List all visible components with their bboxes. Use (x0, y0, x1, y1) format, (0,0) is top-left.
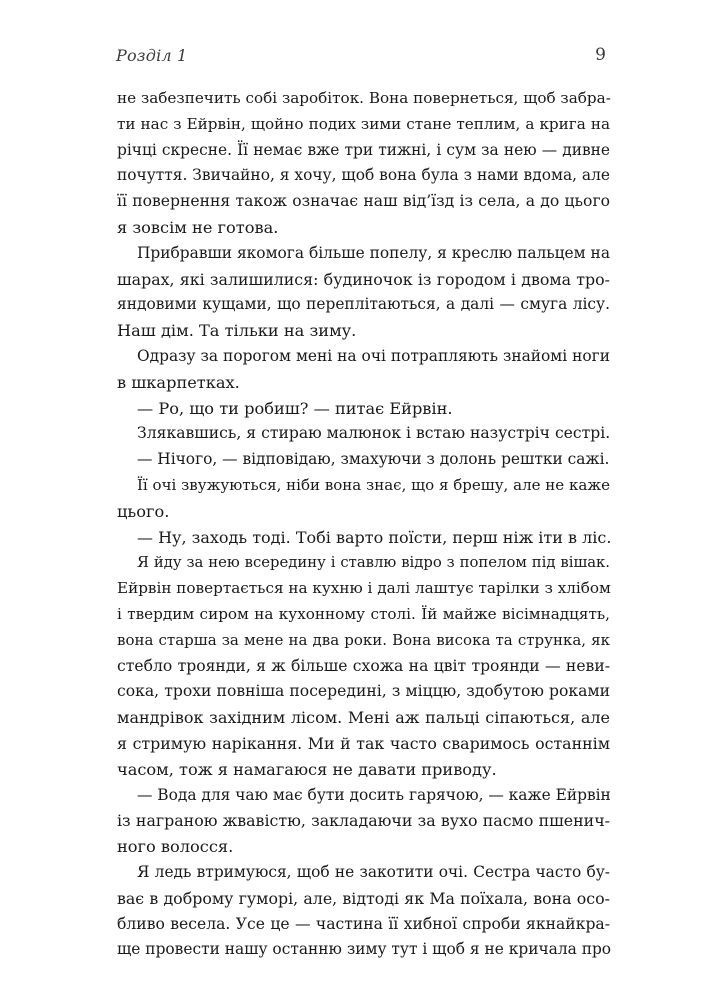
text-line: я стримую нарікання. Ми й так часто сваримось останнім (117, 733, 610, 753)
text-line: яндовими кущами, що переплітаються, а далі — смуга лісу. (117, 295, 610, 314)
text-line: стебло троянди, я ж більше схожа на цвіт троянди — неви- (117, 656, 610, 675)
text-line: ще провести нашу останню зиму тут і щоб я не кричала про (117, 940, 612, 959)
text-line: ного волосся. (117, 837, 234, 857)
text-line: часом, тож я намагаюся не давати приводу. (117, 759, 497, 779)
text-line: Наш дім. Та тільки на зиму. (117, 321, 357, 341)
text-line: почуття. Звичайно, я хочу, щоб вона була з нами вдома, але (117, 166, 610, 185)
text-line: — Вода для чаю має бути досить гарячою, — каже Ейрвін (137, 785, 611, 804)
text-line: не забезпечить собі заробіток. Вона повернеться, щоб забра- (117, 89, 611, 107)
text-line: Ейрвін повертається на кухню і далі лаштує тарілки з хлібом (117, 579, 611, 598)
text-line: мандрівок західним лісом. Мені аж пальці сіпаються, але (117, 708, 610, 728)
text-line: сока, трохи повніша посередині, з міццю, здобутою роками (117, 682, 610, 701)
text-line: Злякавшись, я стираю малюнок і встаю назустріч сестрі. (137, 424, 611, 443)
text-line: і твердим сиром на кухонному столі. Їй майже вісімнадцять, (117, 604, 610, 623)
text-line: Я ледь втримуюся, щоб не закотити очі. Сестра часто бу- (137, 862, 610, 881)
text-line: Її очі звужуються, ніби вона знає, що я брешу, але не каже (137, 475, 610, 494)
running-head: Розділ 1 (116, 46, 188, 65)
text-line: річці скресне. Її немає вже три тижні, і сум за нею — дивне (117, 140, 610, 159)
text-line: бливо весела. Усе це — частина її хибної спроби якнайкра- (117, 914, 610, 933)
text-line: в шкарпетках. (117, 372, 240, 392)
text-line: — Нічого, — відповідаю, змахуючи з долонь рештки сажі. (137, 450, 610, 469)
text-line: — Ну, заходь тоді. Тобі варто поїсти, перш ніж іти в ліс. (137, 527, 612, 547)
text-line: Я йду за нею всередину і ставлю відро з попелом під вішак. (137, 554, 610, 572)
text-line: із награною жвавістю, закладаючи за вухо пасмо пшенич- (117, 811, 610, 831)
text-line: я зовсім не готова. (117, 217, 279, 237)
text-line: вона старша за мене на два роки. Вона висока та струнка, як (117, 630, 610, 649)
text-line: ває в доброму гуморі, але, відтоді як Ма поїхала, вона осо- (117, 888, 610, 908)
text-line: ти нас з Ейрвін, щойно подих зими стане теплим, а крига на (117, 114, 610, 133)
text-line: — Ро, що ти робиш? — питає Ейрвін. (137, 398, 453, 418)
body-text (117, 86, 610, 963)
text-line: Прибравши якомога більше попелу, я креслю пальцем на (137, 243, 610, 262)
text-line: її повернення також означає наш від’їзд із села, а до цього (117, 192, 610, 211)
text-line: Одразу за порогом мені на очі потрапляють знайомі ноги (137, 346, 610, 365)
page-number: 9 (595, 45, 606, 65)
text-line: цього. (117, 501, 170, 521)
text-line: шарах, які залишилися: будиночок із городом і двома тро- (117, 269, 610, 289)
